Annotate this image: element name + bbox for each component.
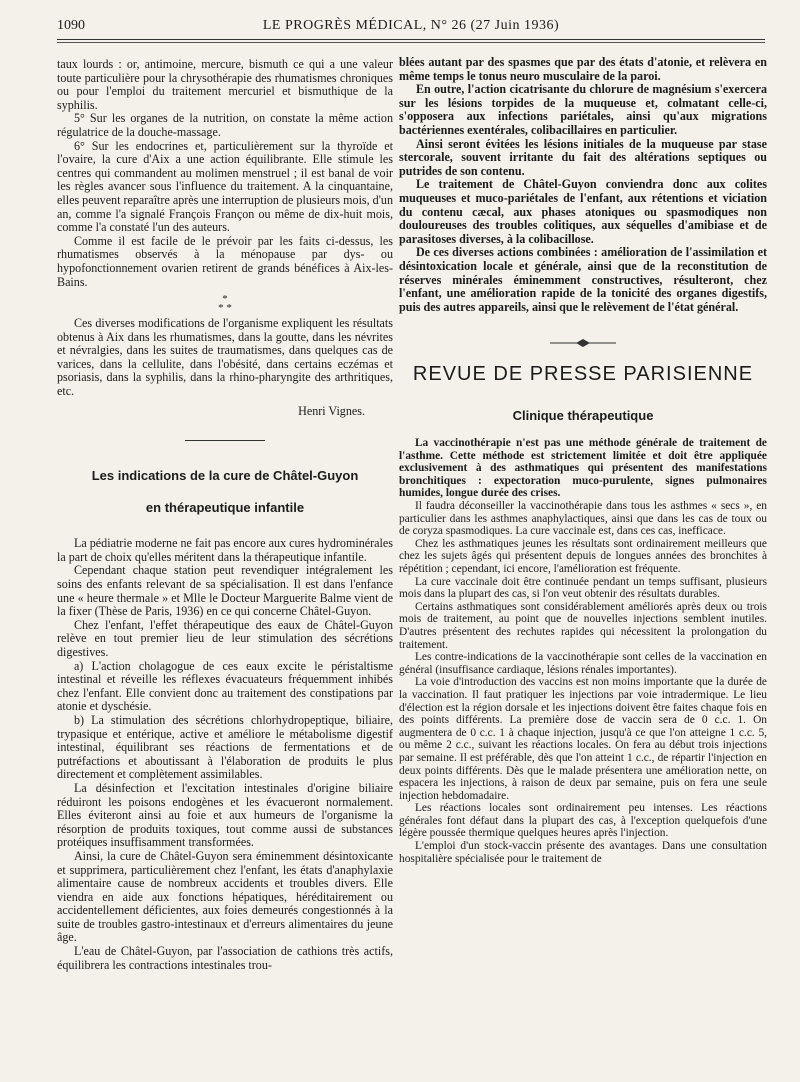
journal-title: LE PROGRÈS MÉDICAL, N° 26 (27 Juin 1936) <box>262 18 560 33</box>
paragraph: De ces diverses actions combinées : amélioration de l'assimilation et désintoxication locale et générale, ainsi que de la reconstitution de réserves minérales éminemment constructives, résulteront, chez l'enfant, une amélioration rapide de la tonicité des organes digestifs, puis des autres appareils, ainsi que le relèvement de l'état général. <box>399 245 767 314</box>
paragraph: Ces diverses modifications de l'organisme expliquent les résultats obtenus à Aix dans les rhumatismes, dans la goutte, dans les névrites et névralgies, dans les suites de traumatismes, dans quelques cas de varices, dans la cellulite, dans l'obésité, dans certains eczémas et psoriasis, dans la syphilis, dans la rhino-pharyngite des arthritiques, etc. <box>57 316 393 399</box>
ornament-icon <box>548 338 618 348</box>
paragraph: La pédiatrie moderne ne fait pas encore aux cures hydrominérales la part de choix qu'elles méritent dans la thérapeutique infantile. <box>57 536 393 564</box>
article-title: Les indications de la cure de Châtel-Guyon <box>91 468 359 484</box>
header-rule-double <box>57 42 765 43</box>
paragraph: taux lourds : or, antimoine, mercure, bismuth ce qui a une valeur toute particulière pour la chrysothérapie des rhumatismes chroniques ou pour l'emploi du traitement mercuriel et bismuthique de la syphilis. <box>57 57 393 112</box>
paragraph: Le traitement de Châtel-Guyon conviendra donc aux colites muqueuses et muco-pariétales de l'enfant, aux rétentions et viciation du contenu cæcal, aux phases atoniques ou spasmodiques non douloureuses des troubles colitiques, aux séquelles d'amibiase et de parasitoses diverses, à la colibacillose. <box>399 177 767 246</box>
right-column <box>399 56 767 865</box>
ornament-divider <box>399 338 767 352</box>
paragraph: Ainsi seront évitées les lésions initiales de la muqueuse par stase stercorale, souvent irritante du fait des altérations septiques ou putrides de son contenu. <box>399 136 767 178</box>
page-number: 1090 <box>57 18 85 33</box>
paragraph: La désinfection et l'excitation intestinales d'origine biliaire réduiront les poisons endogènes et les évacueront normalement. Elles éviteront ainsi au foie et aux humeurs de l'organisme la résorption de produits toxiques, tout comme aussi de substances protéiques insuffisamment transformées. <box>57 780 393 850</box>
paragraph: a) L'action cholagogue de ces eaux excite le péristaltisme intestinal et réveille les réflexes évacuateurs fréquemment inhibés chez l'enfant. Elle convient donc au traitement des constipations par atonie et dyschésie. <box>57 658 393 714</box>
paragraph: Certains asthmatiques sont considérablement améliorés après deux ou trois mois de traitement, au point que de nouvelles injections semblent inutiles. D'autres présentent des rechutes rapides qui nécessitent la prolongation du traitement. <box>399 600 767 651</box>
paragraph: La vaccinothérapie n'est pas une méthode générale de traitement de l'asthme. Cette méthode est strictement limitée et doit être appliquée exclusivement à des asthmatiques qui présentent des manifestations bronchitiques : expectoration muco-purulente, signes pulmonaires humides, longue durée des crises. <box>399 437 767 500</box>
page-header <box>57 18 765 40</box>
header-rule <box>57 39 765 40</box>
paragraph: L'eau de Châtel-Guyon, par l'association de cathions très actifs, équilibrera les contractions intestinales trou- <box>57 944 393 972</box>
paragraph: Ainsi, la cure de Châtel-Guyon sera éminemment désintoxicante et supprimera, particulièrement chez l'enfant, les états d'anaphylaxie alimentaire cause de nombreux accidents et troubles divers. Elle viendra en aide aux fonctions hépatiques, héréditairement ou accidentellement déficientes, aux foies demeurés congestionnés à la suite de troubles gastro-intestinaux et d'erreurs alimentaires du jeune âge. <box>57 848 393 945</box>
paragraph: Les contre-indications de la vaccinothérapie sont celles de la vaccination en général (insuffisance cardiaque, lésions rénales importantes). <box>399 651 767 676</box>
paragraph: La voie d'introduction des vaccins est non moins importante que la durée de la vaccination. Il faut pratiquer les injections par voie intradermique. Le lieu d'élection est la région dorsale et les injections doivent être faites chaque fois en des points différents. La première dose de vaccin sera de 0 c.c. 1. On augmentera de 0 c.c. 1 à chaque injection, jusqu'à ce que l'on atteigne 1 c.c. 5, ou même 2 c.c., suivant les réactions locales. On fera au début trois injections par semaine. Il est préférable, dès que l'on atteint 1 c.c., de répartir l'injection en deux points différents. Dès que le malade présentera une amélioration nette, on espacera les injections, à raison de deux par semaine, puis on fera une seule injection hebdomadaire. <box>399 676 767 802</box>
left-column <box>57 58 393 972</box>
paragraph: Les réactions locales sont ordinairement peu intenses. Les réactions générales font défaut dans la plupart des cas, à l'exception quelquefois d'une légère poussée thermique quelques heures après l'injection. <box>399 802 767 840</box>
article-divider <box>185 440 265 441</box>
paragraph: blées autant par des spasmes que par des états d'atonie, et relèvera en même temps le tonus neuro musculaire de la paroi. <box>399 55 767 83</box>
section-subtitle: Clinique thérapeutique <box>512 408 654 424</box>
paragraph: 5° Sur les organes de la nutrition, on constate la même action régulatrice de la douche-massage. <box>57 111 393 139</box>
paragraph: Comme il est facile de le prévoir par les faits ci-dessus, les rhumatismes observés à la ménopause par dys- ou hypofonctionnement ovarien retirent de grands bénéfices à Aix-les-Bains. <box>57 233 393 289</box>
paragraph: 6° Sur les endocrines et, particulièrement sur la thyroïde et l'ovaire, la cure d'Aix a une action équilibrante. Elle stimule les centres qui commandent au molimen menstruel ; il est banal de voir les règles avancer sous l'influence du traitement. A la cinquantaine, elles peuvent reparaître après une interruption de plusieurs mois, d'un an, comme l'a signalé François Françon ou même de dix-huit mois, comme l'a constaté l'un des auteurs. <box>57 138 393 235</box>
paragraph: Cependant chaque station peut revendiquer intégralement les soins des enfants relevant de sa spécialisation. Il est dans l'enfance une « heure thermale » et Mlle le Docteur Marguerite Balme vient de la fixer (Thèse de Paris, 1936) en ce qui concerne Châtel-Guyon. <box>57 563 393 619</box>
author-signature: Henri Vignes. <box>298 403 365 418</box>
paragraph: Il faudra déconseiller la vaccinothérapie dans tous les asthmes « secs », en particulier dans les asthmes anaphylactiques, ainsi que dans les cas de toux ou de coryza spasmodiques. La cure vaccinale est, dans ces cas, inefficace. <box>399 500 767 538</box>
paragraph: En outre, l'action cicatrisante du chlorure de magnésium s'exercera sur les lésions torpides de la muqueuse et, colmatant celle-ci, s'opposera aux infections pariétales, ainsi qu'aux migrations bactériennes exentérales, colibacillaires en particulier. <box>399 82 767 137</box>
section-title: REVUE DE PRESSE PARISIENNE <box>412 362 754 385</box>
paragraph: La cure vaccinale doit être continuée pendant un temps suffisant, plusieurs mois dans la plupart des cas, si l'on veut obtenir des résultats durables. <box>399 575 767 601</box>
section-separator-stars: * * * <box>218 293 232 315</box>
article-subtitle: en thérapeutique infantile <box>145 500 305 516</box>
paragraph: Chez les asthmatiques jeunes les résultats sont ordinairement meilleurs que chez les sujets âgés qui présentent depuis de longues années des bronchites à répétition ; cependant, ici encore, l'amélioration est fréquente. <box>399 537 767 575</box>
paragraph: Chez l'enfant, l'effet thérapeutique des eaux de Châtel-Guyon relève en tout premier lieu de leur stimulation des sécrétions digestives. <box>57 617 393 659</box>
paragraph: b) La stimulation des sécrétions chlorhydropeptique, biliaire, trypasique et entérique, active et améliore le métabolisme digestif intestinal, équilibrant ses réactions de fermentations et de putréfactions et aboutissant à l'élaboration de produits le plus directement et complètement assimilables. <box>57 712 393 782</box>
paragraph: L'emploi d'un stock-vaccin présente des avantages. Dans une consultation hospitalière spécialisée pour le traitement de <box>399 840 767 865</box>
